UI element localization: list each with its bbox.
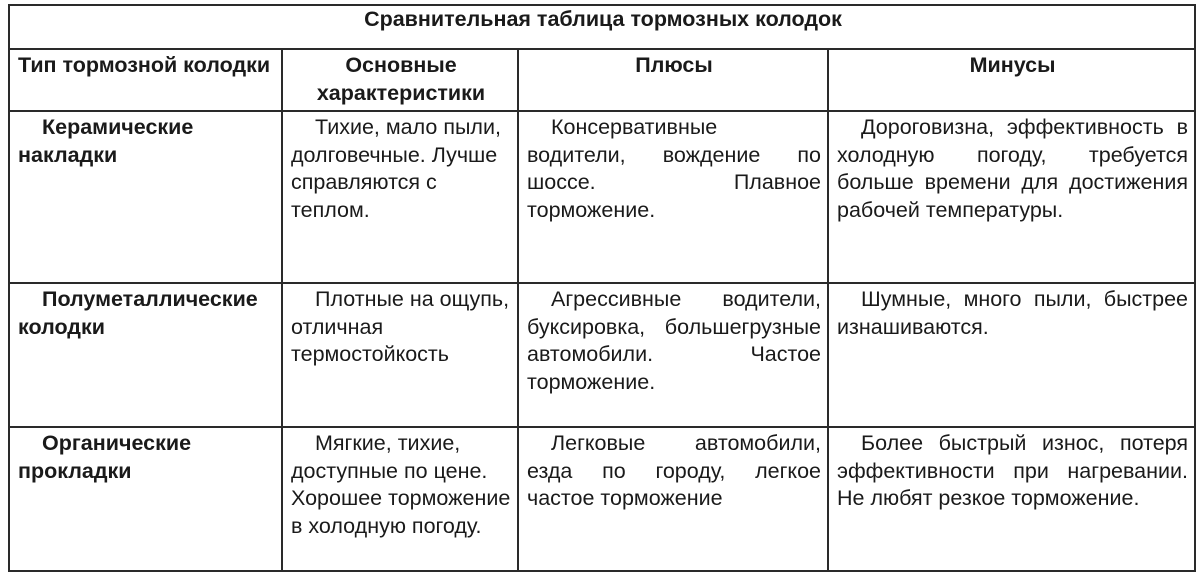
table-row [9, 111, 1195, 283]
table-title: Сравнительная таблица тормозных колодок [9, 5, 1195, 49]
header-row [9, 49, 1195, 111]
table-row [9, 283, 1195, 427]
header-cons: Минусы [828, 49, 1195, 111]
cell-pros: Консервативные водители, вождение по шоссе. Плавное торможение. [518, 111, 828, 283]
cell-cons: Шумные, много пыли, быстрее изнашиваются. [828, 283, 1195, 427]
cell-characteristics: Тихие, мало пыли, долговечные. Лучше справляются с теплом. [282, 111, 518, 283]
header-pros: Плюсы [518, 49, 828, 111]
cell-cons: Дороговизна, эффективность в холодную погоду, требуется больше времени для достижения рабочей температуры. [828, 111, 1195, 283]
cell-characteristics: Плотные на ощупь, отличная термостойкость [282, 283, 518, 427]
cell-pros: Легковые автомобили, езда по городу, легкое частое торможение [518, 427, 828, 571]
cell-characteristics: Мягкие, тихие, доступные по цене. Хорошее торможение в холодную погоду. [282, 427, 518, 571]
cell-pros: Агрессивные водители, буксировка, большегрузные автомобили. Частое торможение. [518, 283, 828, 427]
header-type: Тип тормозной колодки [9, 49, 282, 111]
cell-cons: Более быстрый износ, потеря эффективности при нагревании. Не любят резкое торможение. [828, 427, 1195, 571]
cell-type: Полуметаллические колодки [9, 283, 282, 427]
cell-type: Керамические накладки [9, 111, 282, 283]
comparison-table [8, 4, 1196, 572]
cell-type: Органические прокладки [9, 427, 282, 571]
title-row [9, 5, 1195, 49]
header-characteristics: Основные характеристики [282, 49, 518, 111]
table-row [9, 427, 1195, 571]
document-page [8, 4, 1194, 568]
